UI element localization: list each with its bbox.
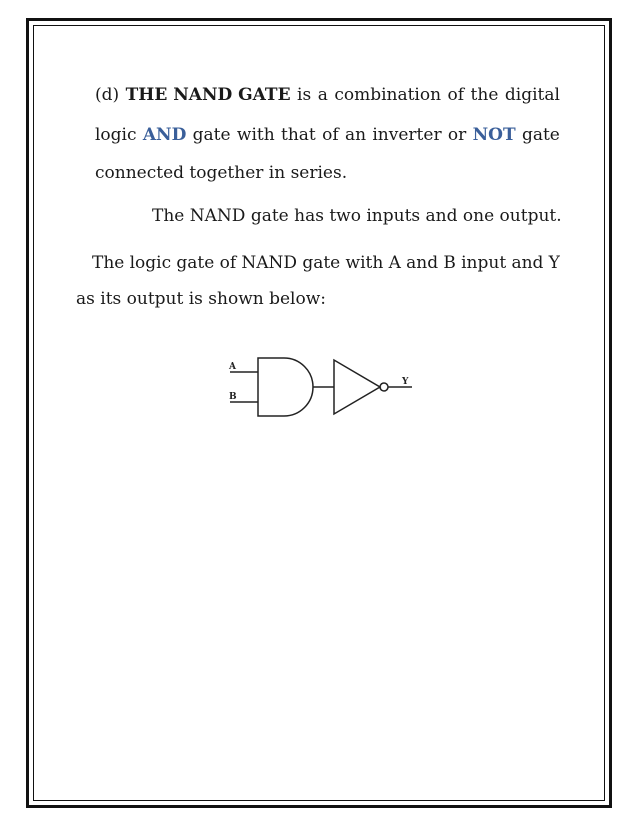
word: A <box>388 253 401 273</box>
section-marker: (d) <box>95 85 120 105</box>
word: The <box>92 253 125 273</box>
word: logic <box>95 125 137 145</box>
word: digital <box>504 85 560 105</box>
word: of <box>322 125 339 145</box>
word: is <box>297 85 312 105</box>
word: with <box>236 125 275 145</box>
nand-gate-heading: THE NAND GATE <box>125 85 291 105</box>
word: combination <box>334 85 442 105</box>
word: of <box>219 253 237 273</box>
not-keyword: NOT <box>472 125 516 145</box>
output-y-label: Y <box>402 377 409 387</box>
word: or <box>447 125 467 145</box>
word: gate <box>176 253 215 273</box>
word: gate <box>521 125 560 145</box>
and-keyword: AND <box>142 125 187 145</box>
word: gate <box>302 253 341 273</box>
input-b-label: B <box>229 392 237 402</box>
word: that <box>281 125 316 145</box>
para1-line1 <box>95 85 560 105</box>
word: of <box>447 85 465 105</box>
word: an <box>344 125 367 145</box>
word: and <box>511 253 544 273</box>
word: with <box>345 253 384 273</box>
word: logic <box>129 253 172 273</box>
word: inverter <box>372 125 442 145</box>
paragraph-two-inputs: The NAND gate has two inputs and one output. <box>152 206 562 226</box>
para3-line2: as its output is shown below: <box>76 289 327 309</box>
not-gate-triangle <box>334 360 380 414</box>
word: Y <box>548 253 560 273</box>
nand-gate-diagram <box>222 350 422 422</box>
para1-line2 <box>95 125 560 145</box>
word: and <box>406 253 439 273</box>
input-a-label: A <box>229 362 236 372</box>
word: B <box>443 253 456 273</box>
para3-line1 <box>92 253 560 273</box>
word: gate <box>192 125 231 145</box>
para1-line3: connected together in series. <box>95 163 348 183</box>
word: the <box>470 85 499 105</box>
word: input <box>461 253 507 273</box>
word: a <box>317 85 328 105</box>
and-gate-body <box>258 358 313 416</box>
word: NAND <box>241 253 298 273</box>
